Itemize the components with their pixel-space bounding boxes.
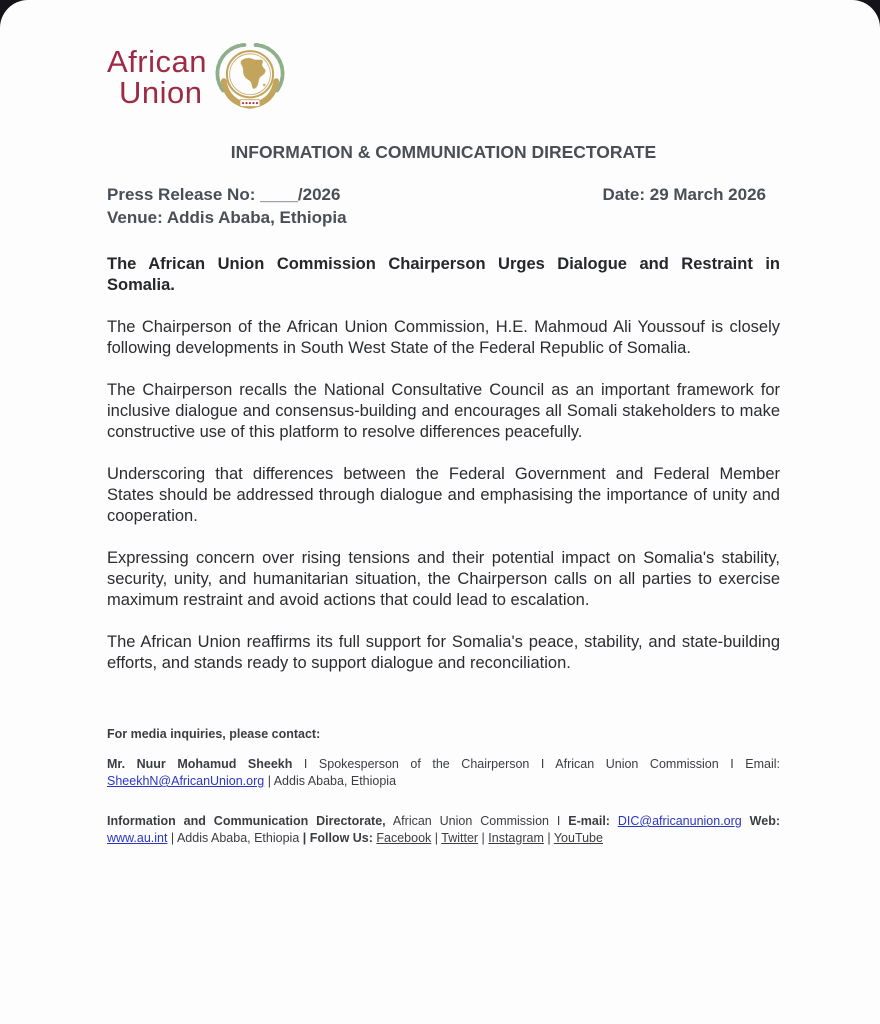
social-separator: | [543, 831, 554, 845]
body-paragraph: Expressing concern over rising tensions and their potential impact on Somalia's stability, security, unity, and humanitarian situation, the Chairperson calls on all parties to exercise maximum restraint and avoid actions that could lead to escalation. [107, 549, 780, 609]
directorate-title: INFORMATION & COMMUNICATION DIRECTORATE [230, 142, 657, 162]
directorate-location: | Addis Ababa, Ethiopia [167, 831, 303, 845]
footer [107, 727, 780, 847]
spokesperson-location: | Addis Ababa, Ethiopia [264, 774, 397, 788]
body-paragraph: Underscoring that differences between the Federal Government and Federal Member States should be addressed through dialogue and emphasising the importance of unity and cooperation. [107, 465, 780, 525]
directorate-contact-line [107, 813, 780, 847]
social-separator: | [478, 831, 489, 845]
logo-wordmark [107, 46, 207, 108]
spokesperson-titles: I Spokesperson of the Chairperson I African Union Commission I Email: [292, 757, 780, 771]
african-union-logo [107, 40, 780, 114]
body-paragraph: The Chairperson recalls the National Consultative Council as an important framework for inclusive dialogue and consensus-building and encourages all Somali stakeholders to make constructive use of this platform to resolve differences peacefully. [107, 381, 780, 441]
directorate-name: Information and Communication Directorate, [107, 814, 386, 828]
spokesperson-email-link[interactable]: SheekhN@AfricanUnion.org [107, 774, 265, 788]
body-paragraph: The African Union reaffirms its full support for Somalia's peace, stability, and state-building efforts, and stands ready to support dialogue and reconciliation. [107, 633, 780, 672]
spokesperson-name: Mr. Nuur Mohamud Sheekh [107, 757, 293, 771]
email-label: E-mail: [568, 814, 618, 828]
press-release-number: Press Release No: ____/2026 [107, 185, 341, 204]
youtube-link[interactable]: YouTube [553, 831, 603, 845]
web-label: Web: [749, 814, 780, 828]
logo-word-union: Union [119, 75, 203, 110]
directorate-commission: African Union Commission I [385, 814, 569, 828]
press-release-date: Date: 29 March 2026 [602, 185, 766, 204]
directorate-email-link[interactable]: DIC@africanunion.org [617, 814, 742, 828]
logo-word-african: African [107, 44, 207, 79]
facebook-link[interactable]: Facebook [376, 831, 432, 845]
media-inquiries-heading: For media inquiries, please contact: [107, 727, 321, 741]
press-release-venue: Venue: Addis Ababa, Ethiopia [107, 208, 347, 227]
twitter-link[interactable]: Twitter [441, 831, 479, 845]
body-paragraph: The Chairperson of the African Union Commission, H.E. Mahmoud Ali Youssouf is closely following developments in South West State of the Federal Republic of Somalia. [107, 318, 780, 357]
press-release-meta-row [107, 185, 780, 205]
follow-us-label: | Follow Us: [302, 831, 377, 845]
instagram-link[interactable]: Instagram [488, 831, 544, 845]
spokesperson-contact-line [107, 756, 780, 790]
press-release-headline: The African Union Commission Chairperson Urges Dialogue and Restraint in Somalia. [107, 255, 780, 294]
social-separator: | [431, 831, 442, 845]
african-union-emblem-icon [211, 38, 289, 117]
website-link[interactable]: www.au.int [107, 831, 168, 845]
